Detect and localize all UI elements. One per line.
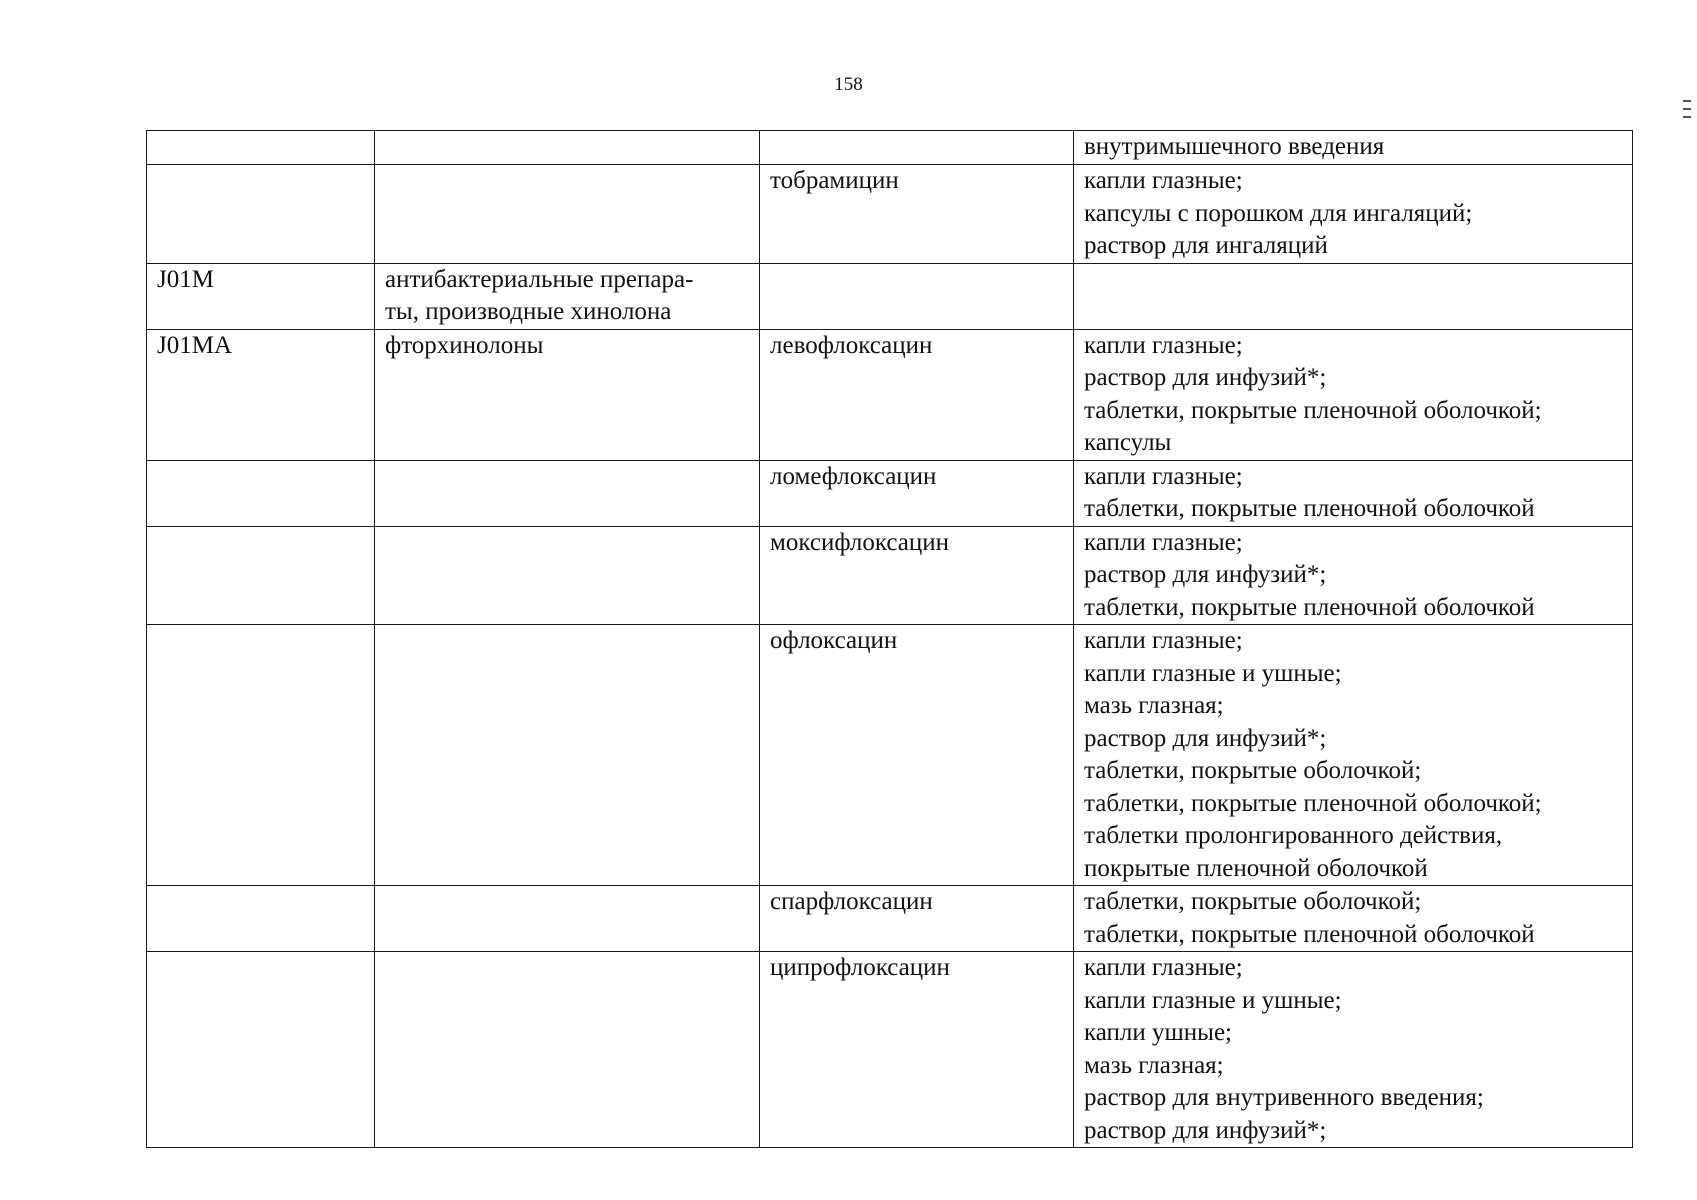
dosage-form-line: капсулы bbox=[1084, 429, 1172, 456]
drug-name-cell: тобрамицин bbox=[760, 165, 1074, 264]
pharm-group-cell bbox=[375, 460, 760, 526]
pharm-group-cell bbox=[375, 952, 760, 1148]
table-row bbox=[147, 625, 1633, 886]
edge-scan-mark bbox=[1683, 100, 1691, 136]
drug-name-cell: моксифлоксацин bbox=[760, 526, 1074, 625]
drug-table bbox=[146, 130, 1633, 1148]
dosage-form-line: капли глазные; bbox=[1084, 462, 1243, 490]
dosage-form-line: капли глазные; bbox=[1084, 954, 1243, 981]
drug-name-cell: ломефлоксацин bbox=[760, 460, 1074, 526]
dosage-form-line: капли глазные и ушные; bbox=[1084, 659, 1342, 687]
drug-name-cell: левофлоксацин bbox=[760, 329, 1074, 460]
atc-code-cell: J01MA bbox=[147, 329, 375, 460]
dosage-forms-cell bbox=[1074, 625, 1633, 886]
table-row bbox=[147, 263, 1633, 329]
dosage-forms-cell bbox=[1074, 329, 1633, 460]
atc-code-cell: J01M bbox=[147, 263, 375, 329]
dosage-form-line: таблетки, покрытые оболочкой; bbox=[1084, 757, 1422, 784]
dosage-form-line: капли глазные и ушные; bbox=[1084, 986, 1342, 1014]
dosage-form-line: мазь глазная; bbox=[1084, 1051, 1224, 1079]
drug-name-cell: офлоксацин bbox=[760, 625, 1074, 886]
atc-code-cell bbox=[147, 131, 375, 165]
drug-name-cell bbox=[760, 263, 1074, 329]
dosage-form-line: таблетки, покрытые оболочкой; bbox=[1084, 888, 1422, 915]
dosage-form-line: капли глазные; bbox=[1084, 331, 1243, 359]
pharm-group-line: антибактериальные препара- bbox=[385, 265, 694, 293]
table-row bbox=[147, 460, 1633, 526]
dosage-forms-cell bbox=[1074, 460, 1633, 526]
dosage-form-line: таблетки, покрытые пленочной оболочкой bbox=[1084, 593, 1535, 621]
dosage-form-line: раствор для инфузий*; bbox=[1084, 561, 1327, 588]
drug-table-body bbox=[147, 131, 1633, 1148]
dosage-form-line: раствор для ингаляций bbox=[1084, 232, 1328, 259]
dosage-form-line: таблетки, покрытые пленочной оболочкой bbox=[1084, 920, 1535, 948]
dosage-forms-cell bbox=[1074, 263, 1633, 329]
table-row bbox=[147, 329, 1633, 460]
atc-code-cell bbox=[147, 886, 375, 952]
table-row bbox=[147, 952, 1633, 1148]
dosage-form-line: внутримышечного введения bbox=[1084, 133, 1385, 160]
drug-name-cell: ципрофлоксацин bbox=[760, 952, 1074, 1148]
dosage-form-line: капли глазные; bbox=[1084, 627, 1243, 654]
pharm-group-cell bbox=[375, 165, 760, 264]
atc-code-cell bbox=[147, 625, 375, 886]
table-row bbox=[147, 526, 1633, 625]
dosage-form-line: раствор для внутривенного введения; bbox=[1084, 1084, 1484, 1111]
dosage-forms-cell bbox=[1074, 886, 1633, 952]
atc-code-cell bbox=[147, 460, 375, 526]
dosage-form-line: капли глазные; bbox=[1084, 528, 1243, 556]
dosage-form-line: раствор для инфузий*; bbox=[1084, 364, 1327, 391]
dosage-form-line: мазь глазная; bbox=[1084, 692, 1224, 719]
dosage-form-line: капсулы с порошком для ингаляций; bbox=[1084, 199, 1473, 227]
pharm-group-line: фторхинолоны bbox=[385, 331, 544, 359]
pharm-group-cell bbox=[375, 526, 760, 625]
dosage-form-line: покрытые пленочной оболочкой bbox=[1084, 854, 1428, 882]
drug-name-cell bbox=[760, 131, 1074, 165]
page-number: 158 bbox=[834, 74, 863, 95]
dosage-form-line: таблетки пролонгированного действия, bbox=[1084, 822, 1503, 849]
drug-name-cell: спарфлоксацин bbox=[760, 886, 1074, 952]
dosage-forms-cell bbox=[1074, 165, 1633, 264]
atc-code-cell bbox=[147, 165, 375, 264]
dosage-forms-cell bbox=[1074, 131, 1633, 165]
table-row bbox=[147, 131, 1633, 165]
dosage-forms-cell bbox=[1074, 526, 1633, 625]
pharm-group-cell bbox=[375, 625, 760, 886]
pharm-group-cell bbox=[375, 329, 760, 460]
atc-code-cell bbox=[147, 526, 375, 625]
atc-code-cell bbox=[147, 952, 375, 1148]
dosage-form-line: капли ушные; bbox=[1084, 1019, 1232, 1046]
table-row bbox=[147, 886, 1633, 952]
dosage-form-line: таблетки, покрытые пленочной оболочкой; bbox=[1084, 789, 1542, 817]
dosage-form-line: капли глазные; bbox=[1084, 167, 1243, 194]
dosage-form-line: таблетки, покрытые пленочной оболочкой bbox=[1084, 495, 1535, 522]
table-row bbox=[147, 165, 1633, 264]
dosage-forms-cell bbox=[1074, 952, 1633, 1148]
pharm-group-cell bbox=[375, 886, 760, 952]
dosage-form-line: раствор для инфузий*; bbox=[1084, 724, 1327, 752]
dosage-form-line: раствор для инфузий*; bbox=[1084, 1116, 1327, 1144]
pharm-group-cell bbox=[375, 263, 760, 329]
pharm-group-cell bbox=[375, 131, 760, 165]
pharm-group-line: ты, производные хинолона bbox=[385, 298, 672, 325]
dosage-form-line: таблетки, покрытые пленочной оболочкой; bbox=[1084, 396, 1542, 424]
